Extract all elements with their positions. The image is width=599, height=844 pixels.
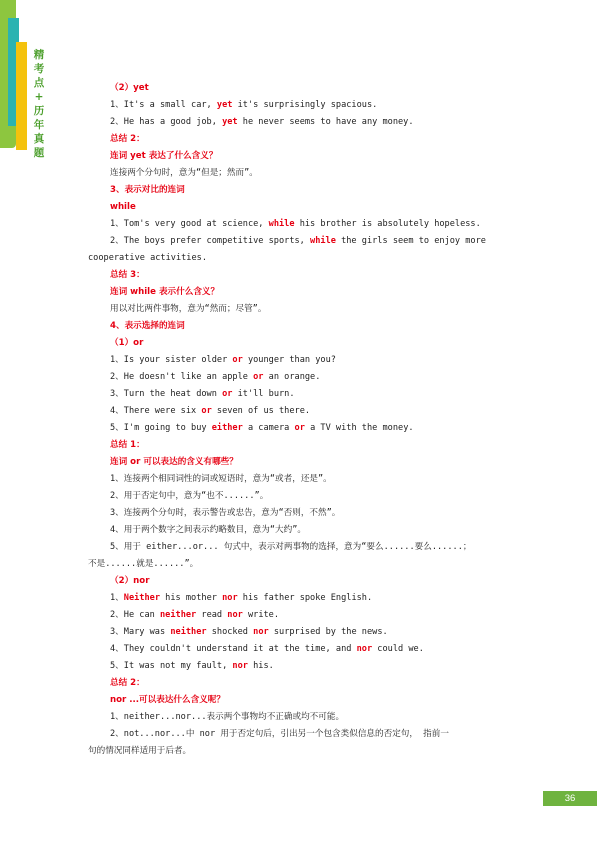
section-heading: （1）or bbox=[110, 338, 144, 348]
text-line bbox=[88, 182, 508, 199]
text-segment: 3、连接两个分句时，表示警告或忠告，意为“否则，不然”。 bbox=[110, 508, 341, 518]
text-line bbox=[88, 420, 508, 437]
text-segment: 4、There were six bbox=[110, 406, 202, 416]
text-segment: 2、He has a good job, bbox=[110, 117, 223, 127]
decorative-yellow-bar bbox=[16, 42, 27, 150]
text-line bbox=[88, 165, 508, 182]
text-line bbox=[88, 250, 508, 267]
side-title-char: 考 bbox=[33, 63, 45, 75]
section-heading: 连词 while 表示什么含义？ bbox=[110, 287, 220, 297]
text-line bbox=[88, 301, 508, 318]
text-line bbox=[88, 131, 508, 148]
text-segment: cooperative activities. bbox=[88, 253, 207, 263]
text-line bbox=[88, 539, 508, 556]
text-line bbox=[88, 624, 508, 641]
text-segment: an orange. bbox=[263, 372, 321, 382]
keyword-highlight: nor bbox=[232, 661, 248, 671]
text-line bbox=[88, 590, 508, 607]
text-line bbox=[88, 488, 508, 505]
text-segment: 2、He can bbox=[110, 610, 160, 620]
keyword-highlight: or bbox=[253, 372, 264, 382]
section-heading: 3、表示对比的连词 bbox=[110, 185, 185, 195]
text-line bbox=[88, 114, 508, 131]
keyword-highlight: either bbox=[211, 423, 243, 433]
text-segment: surprised by the news. bbox=[268, 627, 388, 637]
text-segment: 不是......就是......”。 bbox=[88, 559, 199, 569]
text-line bbox=[88, 97, 508, 114]
text-segment: 1、 bbox=[110, 593, 124, 603]
text-line bbox=[88, 641, 508, 658]
section-heading: 连词 yet 表达了什么含义？ bbox=[110, 151, 218, 161]
keyword-highlight: nor bbox=[356, 644, 373, 654]
text-segment: 2、The boys prefer competitive sports, bbox=[110, 236, 311, 246]
text-segment: shocked bbox=[206, 627, 254, 637]
text-segment: read bbox=[196, 610, 228, 620]
text-segment: the girls seem to enjoy more bbox=[335, 236, 486, 246]
text-line bbox=[88, 216, 508, 233]
keyword-highlight: yet bbox=[222, 117, 238, 127]
side-title-char: + bbox=[34, 91, 44, 103]
keyword-highlight: yet bbox=[216, 100, 233, 110]
text-line bbox=[88, 233, 508, 250]
section-heading: 总结 1： bbox=[110, 440, 145, 450]
text-segment: 用以对比两件事物，意为“然而；尽管”。 bbox=[110, 304, 267, 314]
text-segment: 3、Mary was bbox=[110, 627, 171, 637]
section-heading: nor ...可以表达什么含义呢？ bbox=[110, 695, 225, 705]
keyword-highlight: while bbox=[268, 219, 295, 229]
keyword-highlight: neither bbox=[170, 627, 207, 637]
text-segment: 4、用于两个数字之间表示约略数目，意为“大约”。 bbox=[110, 525, 306, 535]
keyword-highlight: or bbox=[222, 389, 233, 399]
text-segment: 1、Tom's very good at science, bbox=[110, 219, 269, 229]
text-line bbox=[88, 437, 508, 454]
section-heading: （2）yet bbox=[110, 83, 149, 93]
section-heading: 4、表示选择的连词 bbox=[110, 321, 185, 331]
text-segment: 2、not...nor...中 nor 用于否定句后，引出另一个包含类似信息的否定句， 指前一 bbox=[110, 729, 449, 739]
text-line bbox=[88, 556, 508, 573]
text-line bbox=[88, 471, 508, 488]
text-segment: 5、用于 either...or... 句式中，表示对两事物的选择，意为“要么......要么......； bbox=[110, 542, 472, 552]
keyword-highlight: nor bbox=[222, 593, 238, 603]
text-line bbox=[88, 318, 508, 335]
text-line bbox=[88, 709, 508, 726]
side-title-char: 年 bbox=[33, 119, 45, 131]
text-segment: 句的情况同样适用于后者。 bbox=[88, 746, 192, 756]
text-line bbox=[88, 454, 508, 471]
side-title-char: 真 bbox=[33, 133, 45, 145]
keyword-highlight: or bbox=[201, 406, 212, 416]
text-segment: 连接两个分句时，意为“但是；然而”。 bbox=[110, 168, 258, 178]
text-segment: seven of us there. bbox=[211, 406, 311, 416]
text-segment: 5、I'm going to buy bbox=[110, 423, 212, 433]
text-line bbox=[88, 607, 508, 624]
keyword-highlight: or bbox=[294, 423, 305, 433]
text-segment: his brother is absolutely hopeless. bbox=[294, 219, 481, 229]
text-segment: his father spoke English. bbox=[237, 593, 373, 603]
section-heading: 总结 3： bbox=[110, 270, 145, 280]
text-line bbox=[88, 658, 508, 675]
text-segment: 1、Is your sister older bbox=[110, 355, 233, 365]
section-heading: 连词 or 可以表达的含义有哪些？ bbox=[110, 457, 238, 467]
section-heading: 总结 2： bbox=[110, 678, 145, 688]
side-title-char: 点 bbox=[33, 77, 45, 89]
keyword-highlight: while bbox=[310, 236, 336, 246]
text-line bbox=[88, 335, 508, 352]
text-segment: 1、It's a small car, bbox=[110, 100, 217, 110]
text-line bbox=[88, 692, 508, 709]
text-segment: 4、They couldn't understand it at the time, and bbox=[110, 644, 357, 654]
section-heading: （2）nor bbox=[110, 576, 150, 586]
text-segment: a TV with the money. bbox=[304, 423, 414, 433]
document-body bbox=[88, 80, 508, 760]
side-title-char: 题 bbox=[33, 147, 45, 159]
text-line bbox=[88, 403, 508, 420]
section-heading: 总结 2： bbox=[110, 134, 145, 144]
section-heading: while bbox=[110, 202, 136, 212]
text-segment: 2、He doesn't like an apple bbox=[110, 372, 254, 382]
text-segment: write. bbox=[242, 610, 280, 620]
page-number: 36 bbox=[543, 791, 597, 806]
text-line bbox=[88, 386, 508, 403]
text-line bbox=[88, 743, 508, 760]
text-line bbox=[88, 148, 508, 165]
text-line bbox=[88, 369, 508, 386]
text-line bbox=[88, 284, 508, 301]
keyword-highlight: nor bbox=[253, 627, 269, 637]
text-segment: a camera bbox=[242, 423, 295, 433]
text-line bbox=[88, 80, 508, 97]
text-line bbox=[88, 522, 508, 539]
text-segment: 1、neither...nor...表示两个事物均不正确或均不可能。 bbox=[110, 712, 345, 722]
text-segment: 1、连接两个相同词性的词或短语时，意为“或者，还是”。 bbox=[110, 474, 332, 484]
keyword-highlight: nor bbox=[227, 610, 243, 620]
text-segment: it's surprisingly spacious. bbox=[232, 100, 378, 110]
keyword-highlight: or bbox=[232, 355, 243, 365]
text-segment: 2、用于否定句中，意为“也不......”。 bbox=[110, 491, 269, 501]
text-line bbox=[88, 267, 508, 284]
keyword-highlight: neither bbox=[160, 610, 197, 620]
side-title-char: 历 bbox=[33, 105, 45, 117]
text-segment: he never seems to have any money. bbox=[237, 117, 414, 127]
text-line bbox=[88, 352, 508, 369]
text-line bbox=[88, 675, 508, 692]
text-line bbox=[88, 505, 508, 522]
text-line bbox=[88, 573, 508, 590]
text-segment: younger than you? bbox=[242, 355, 336, 365]
side-title-char: 精 bbox=[33, 49, 45, 61]
side-title bbox=[33, 48, 45, 160]
text-line bbox=[88, 726, 508, 743]
text-segment: his. bbox=[247, 661, 274, 671]
text-segment: could we. bbox=[372, 644, 424, 654]
text-segment: it'll burn. bbox=[232, 389, 295, 399]
text-segment: 5、It was not my fault, bbox=[110, 661, 233, 671]
keyword-highlight: Neither bbox=[123, 593, 160, 603]
text-segment: 3、Turn the heat down bbox=[110, 389, 223, 399]
text-line bbox=[88, 199, 508, 216]
text-segment: his mother bbox=[160, 593, 223, 603]
